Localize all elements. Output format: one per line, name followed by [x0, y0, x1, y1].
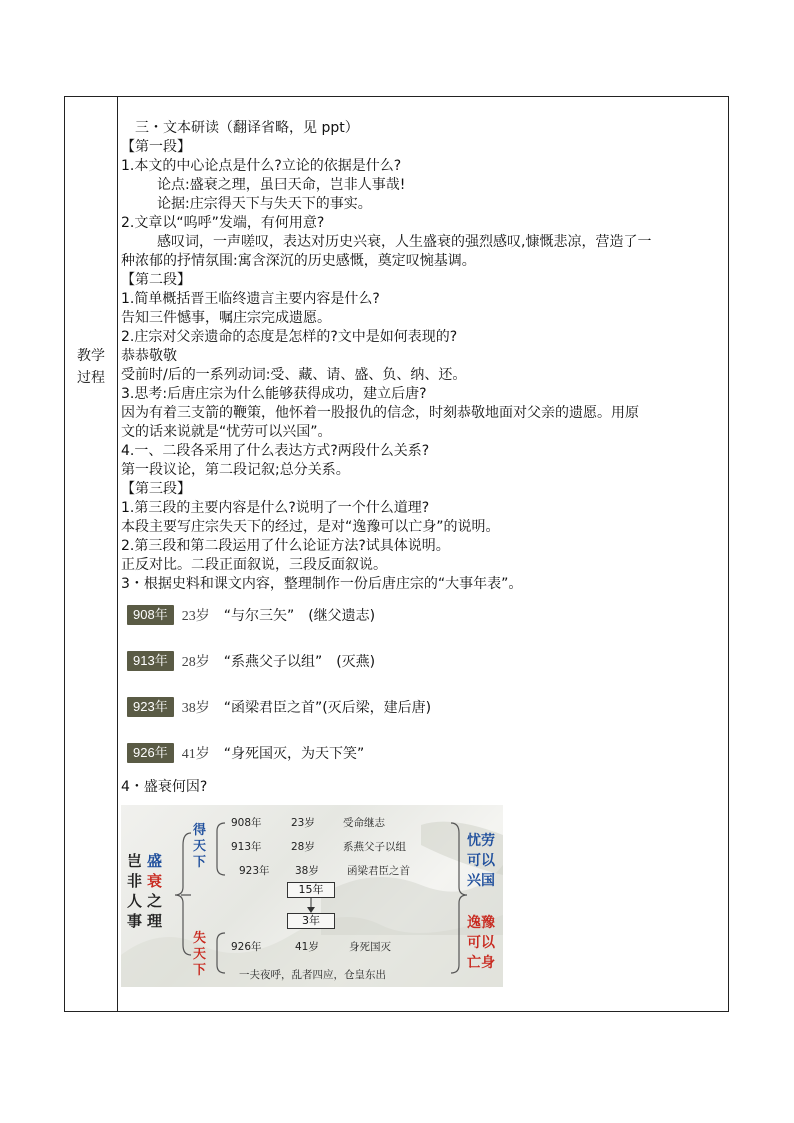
- chronology-row: [127, 742, 364, 764]
- row-label: [65, 345, 117, 389]
- column-divider: [117, 97, 118, 1011]
- age-text: 28岁: [181, 655, 210, 670]
- gain-event: 系燕父子以组: [343, 841, 406, 853]
- right-slogan-top: 忧劳 可以 兴国: [467, 833, 495, 889]
- gain-age: 38岁: [295, 865, 319, 877]
- right-slogan-bottom: 逸豫 可以 亡身: [467, 915, 495, 971]
- duration-box-3: 3年: [287, 913, 335, 929]
- event-text: “函梁君臣之首”(灭后梁，建后唐): [223, 700, 432, 716]
- left-slogan-column-1: 岂 非 人 事: [127, 852, 143, 930]
- answer-text: 受前时/后的一系列动词:受、藏、请、盛、负、纳、还。: [121, 367, 467, 383]
- age-text: 38岁: [181, 701, 210, 716]
- row-label-line-1: 教学: [77, 348, 105, 364]
- answer-text: 正反对比。二段正面叙说，三段反面叙说。: [121, 557, 387, 573]
- question-text: 1.简单概括晋王临终遗言主要内容是什么?: [121, 291, 380, 307]
- gain-year: 913年: [231, 841, 262, 853]
- question-text: 4.一、二段各采用了什么表达方式?两段什么关系?: [121, 443, 430, 459]
- question-text: 2.第三段和第二段运用了什么论证方法?试具体说明。: [121, 538, 450, 554]
- question-text: 1.第三段的主要内容是什么?说明了一个什么道理?: [121, 500, 430, 516]
- year-tag: 908年: [127, 605, 174, 625]
- answer-text: 种浓郁的抒情氛围:寓含深沉的历史感慨，奠定叹惋基调。: [121, 253, 476, 269]
- row-label-line-2: 过程: [77, 370, 105, 386]
- rise-fall-diagram: [121, 805, 503, 987]
- question-text: 2.文章以“呜呼”发端，有何用意?: [121, 215, 325, 231]
- lose-note: 一夫夜呼，乱者四应，仓皇东出: [239, 969, 386, 981]
- lose-event: 身死国灭: [349, 941, 391, 953]
- lose-year: 926年: [231, 941, 262, 953]
- paragraph-heading-1: 【第一段】: [121, 139, 191, 155]
- gain-event: 受命继志: [343, 817, 385, 829]
- gain-age: 28岁: [291, 841, 315, 853]
- paragraph-heading-2: 【第二段】: [121, 272, 191, 288]
- gain-event: 函梁君臣之首: [347, 865, 410, 877]
- answer-text: 因为有着三支箭的鞭策，他怀着一股报仇的信念，时刻恭敬地面对父亲的遗愿。用原: [121, 405, 639, 421]
- chronology-row: [127, 650, 375, 672]
- year-tag: 913年: [127, 651, 174, 671]
- chronology-row: [127, 696, 431, 718]
- answer-text: 文的话来说就是“忧劳可以兴国”。: [121, 424, 332, 440]
- section-heading: 三・文本研读（翻译省略，见 ppt）: [135, 120, 359, 136]
- answer-text: 本段主要写庄宗失天下的经过，是对“逸豫可以亡身”的说明。: [121, 519, 500, 535]
- event-text: “系燕父子以组” (灭燕): [223, 654, 376, 670]
- lose-world-label: 失 天 下: [193, 931, 207, 978]
- gain-age: 23岁: [291, 817, 315, 829]
- answer-text: 感叹词，一声嗟叹，表达对历史兴衰，人生盛衰的强烈感叹,慷慨悲凉，营造了一: [157, 234, 652, 250]
- gain-world-label: 得 天 下: [193, 823, 207, 870]
- question-text: 4・盛衰何因?: [121, 779, 208, 795]
- lesson-content: [121, 119, 725, 987]
- year-tag: 926年: [127, 743, 174, 763]
- answer-text: 第一段议论，第二段记叙;总分关系。: [121, 462, 350, 478]
- year-tag: 923年: [127, 697, 174, 717]
- gain-year: 908年: [231, 817, 262, 829]
- gain-year: 923年: [239, 865, 270, 877]
- chronology-row: [127, 604, 375, 626]
- answer-text: 论点:盛衰之理，虽曰天命，岂非人事哉!: [157, 177, 406, 193]
- question-text: 3・根据史料和课文内容，整理制作一份后唐庄宗的“大事年表”。: [121, 576, 523, 592]
- chronology-table: [121, 600, 725, 772]
- event-text: “与尔三矢” (继父遗志): [223, 608, 376, 624]
- paragraph-heading-3: 【第三段】: [121, 481, 191, 497]
- left-slogan-column-2: 盛 衰 之 理: [147, 852, 163, 930]
- lesson-table: [64, 96, 729, 1012]
- answer-text: 恭恭敬敬: [121, 348, 177, 364]
- question-text: 2.庄宗对父亲遗命的态度是怎样的?文中是如何表现的?: [121, 329, 458, 345]
- duration-box-15: 15年: [287, 882, 335, 898]
- lose-age: 41岁: [295, 941, 319, 953]
- answer-text: 论据:庄宗得天下与失天下的事实。: [157, 196, 372, 212]
- age-text: 41岁: [181, 747, 210, 762]
- question-text: 1.本文的中心论点是什么?立论的依据是什么?: [121, 158, 402, 174]
- question-text: 3.思考:后唐庄宗为什么能够获得成功，建立后唐?: [121, 386, 427, 402]
- age-text: 23岁: [181, 609, 210, 624]
- answer-text: 告知三件憾事，嘱庄宗完成遗愿。: [121, 310, 331, 326]
- event-text: “身死国灭，为天下笑”: [223, 746, 365, 762]
